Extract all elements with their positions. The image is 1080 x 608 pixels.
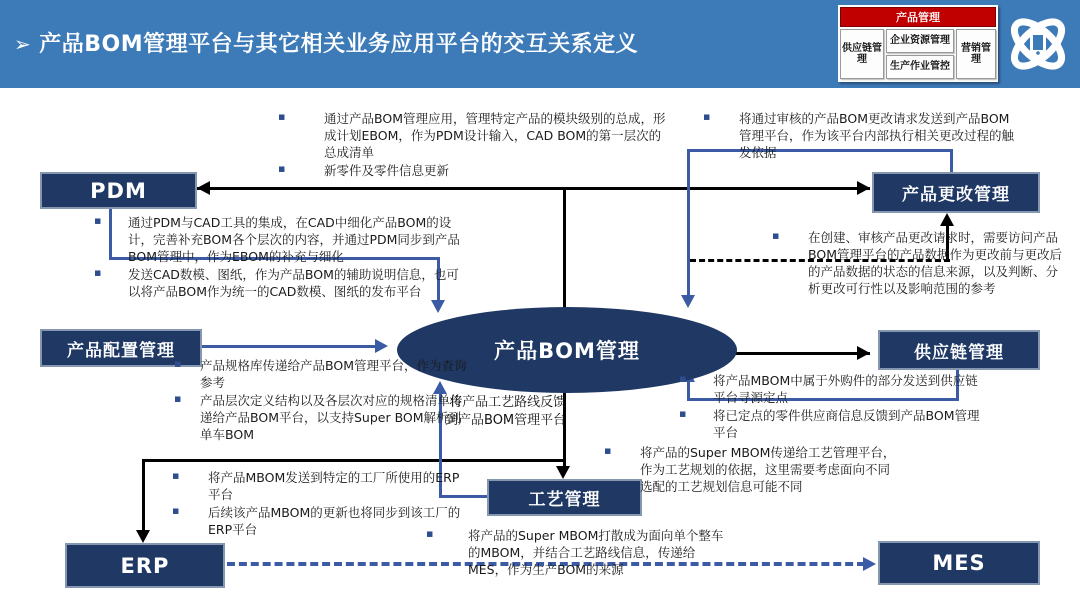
note-item: ▪ 产品规格库传递给产品BOM管理平台，作为查询参考 [168,357,468,391]
node-pdm: PDM [40,172,197,209]
line-bom-supply [735,352,870,355]
node-process-management: 工艺管理 [487,479,642,516]
mini-map-product-mgmt: 产品管理 [840,7,996,27]
blue-arrowhead-change-into-bom [681,295,695,308]
note-item: ▪ 将产品的Super MBOM打散成为面向单个整车的MBOM，并结合工艺路线信息，传递给MES，作为生产BOM的来源 [420,527,725,578]
line-bom-up [563,188,566,310]
note-bom-supply [673,372,985,442]
blue-config-h [202,345,382,348]
note-bom-to-change [766,229,1069,298]
note-item: ▪ 产品层次定义结构以及各层次对应的规格清单传递给产品BOM平台，以支持Super BOM解析到单车BOM [168,392,468,443]
note-item: ▪ 将已定点的零件供应商信息反馈到产品BOM管理平台 [673,407,985,441]
node-erp: ERP [65,543,225,588]
note-bom-to-process [598,444,898,496]
blue-change-v [687,149,690,297]
node-change-management: 产品更改管理 [872,172,1040,213]
note-erp-to-mes [420,527,725,579]
arrowhead-into-erp [136,530,150,543]
note-item: ▪ 在创建、审核产品更改请求时，需要访问产品BOM管理平台的产品数据作为更改前与更改后的产品数据的状态的信息来源，以及判断、分析更改可行性以及影响范围的参考 [766,229,1069,297]
blue-arrowhead-pdm-into-bom [431,300,445,313]
note-item: ▪ 将产品的Super MBOM传递给工艺管理平台，作为工艺规划的依据，这里需要考虑面向不同选配的工艺规划信息可能不同 [598,444,898,495]
page-title [14,27,638,58]
note-item: ▪ 发送CAD数模、图纸，作为产品BOM的辅助说明信息，也可以将产品BOM作为统一的CAD数模、图纸的发布平台 [88,266,466,300]
header-bar [0,0,1080,88]
page-title-text: 产品BOM管理平台与其它相关业务应用平台的交互关系定义 [39,32,639,57]
note-item: ▪ 将产品MBOM中属于外购件的部分发送到供应链平台寻源定点 [673,372,985,406]
arrowhead-into-process [556,466,570,479]
chevron-icon: ➢ [14,32,32,56]
company-logo-icon [1004,9,1072,79]
note-item: ▪ 将通过审核的产品BOM更改请求发送到产品BOM管理平台，作为该平台内部执行相关更改过程的触发依据 [697,110,1015,161]
note-pdm-to-bom [88,214,466,301]
arrowhead-access-into-change [940,213,954,226]
blue-arrowhead-config-into-bom [375,339,388,353]
mini-map-erp: 企业资源管理 [886,29,954,53]
note-config-to-bom [168,357,468,444]
node-supply-chain: 供应链管理 [878,330,1040,370]
mini-map-production: 生产作业管控 [886,55,954,79]
note-bom-to-pdm [272,110,670,180]
note-item: ▪ 新零件及零件信息更新 [272,162,670,179]
note-item: ▪ 将产品MBOM发送到特定的工厂所使用的ERP平台 [166,469,471,503]
line-branch-erp-v [142,459,145,531]
note-item: ▪ 后续该产品MBOM的更新也将同步到该工厂的ERP平台 [166,504,471,538]
node-bom-management: 产品BOM管理 [397,307,737,393]
note-item: ▪ 通过产品BOM管理应用，管理特定产品的模块级别的总成，形成计划EBOM，作为PDM设计输入，CAD BOM的第一层次的总成清单 [272,110,670,161]
platform-mini-map [838,5,998,82]
note-item: ▪ 通过PDM与CAD工具的集成，在CAD中细化产品BOM的设计，完善补充BOM各个层次的内容，并通过PDM同步到产品BOM管理中，作为EBOM的补充与细化 [88,214,466,265]
arrowhead-into-pdm [197,181,210,195]
node-product-configuration: 产品配置管理 [40,329,202,367]
line-branch-erp-h [142,459,566,462]
line-pdm-change [197,187,870,190]
arrowhead-into-change [857,181,870,195]
blue-arrowhead-into-mes [863,557,876,571]
note-change-to-bom [697,110,1015,162]
node-mes: MES [878,541,1040,585]
mini-map-marketing: 营销管理 [956,29,996,79]
note-process-to-bom: ·将产品工艺路线反馈到产品BOM管理平台 [445,395,567,428]
arrowhead-into-supply [857,346,870,360]
mini-map-supply-chain: 供应链管理 [840,29,884,79]
